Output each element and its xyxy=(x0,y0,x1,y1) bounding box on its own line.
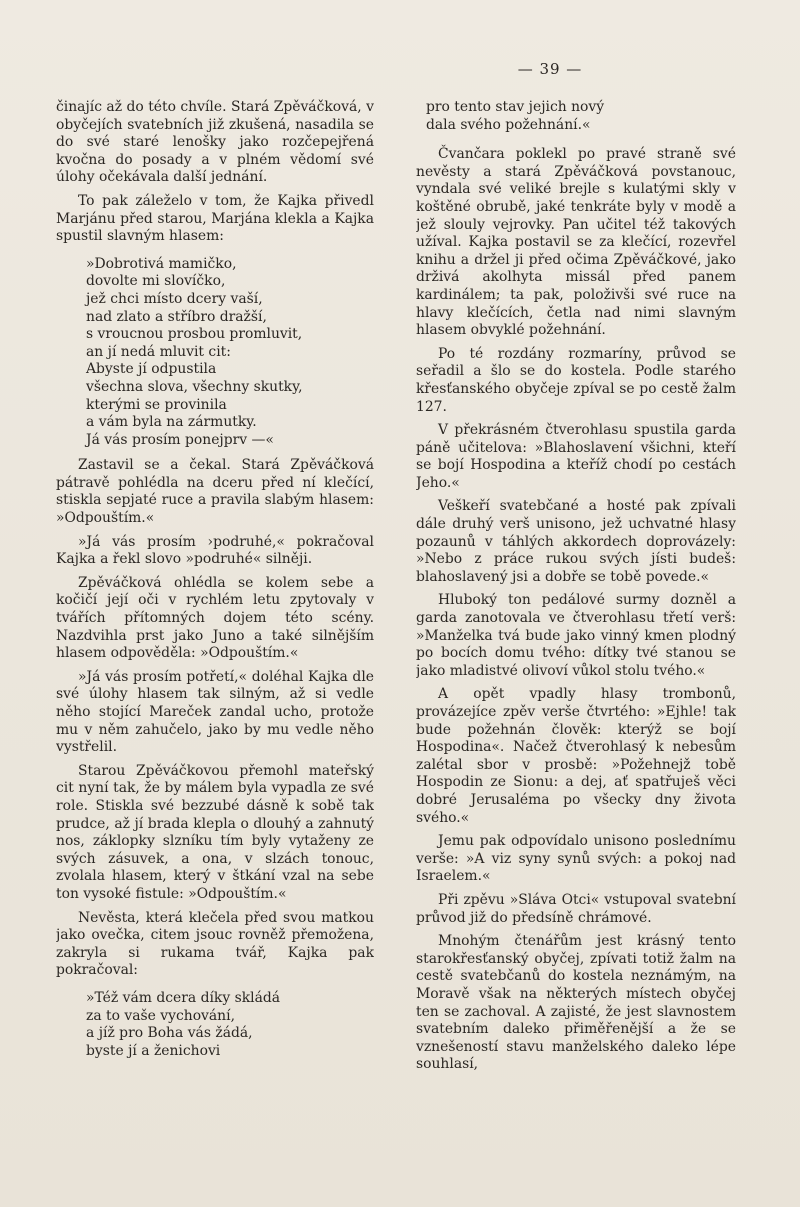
paragraph: Čvančara poklekl po pravé straně své nevěsty a stará Zpěváčková povstanouc, vyndala své veliké brejle s kulatými skly v koštěné obrubě, jaké tenkráte byly v modě a jež slouly vejrovky. Pan učitel též takových užíval. Kajka postavil se za klečící, rozevřel knihu a držel ji před očima Zpěváčkové, jako drživá akolhyta missál před panem kardinálem; ta pak, položivši své ruce na hlavy klečících, četla nad nimi slavným hlasem obvyklé požehnání. xyxy=(416,146,736,339)
paragraph: Hluboký ton pedálové surmy dozněl a garda zanotovala ve čtverohlasu třetí verš: »Manželka tvá bude jako vinný kmen plodný po bocích domu tvého: dítky tvé stanou se jako mladistvé olivoví vůkol stolu tvého.« xyxy=(416,592,736,679)
paragraph: Starou Zpěváčkovou přemohl mateřský cit nyní tak, že by málem byla vypadla ze své role. Stiskla své bezzubé dásně k sobě tak prudce, až jí brada klepla o dlouhý a zahnutý nos, záklopky slzníku tím byly vytaženy ze svých zásuvek, a ona, v slzách tonouc, zvolala hlasem, který v štkání vzal na sebe ton vysoké fistule: »Odpouštím.« xyxy=(56,762,374,902)
paragraph: činajíc až do této chvíle. Stará Zpěváčková, v obyčejích svatebních již zkušená, nasadila se do své staré lenošky jako rozčepejřená kvočna do posady a v plném vědomí své úlohy očekávala další jednání. xyxy=(56,99,374,186)
left-column xyxy=(56,99,374,1068)
paragraph: Při zpěvu »Sláva Otci« vstupoval svatební průvod již do předsíně chrámové. xyxy=(416,891,736,926)
paragraph: Zpěváčková ohlédla se kolem sebe a kočičí její oči v rychlém letu zpytovaly v tvářích přítomných dojem této scény. Nazdvihla prst jako Juno a také silnějším hlasem odpověděla: »Odpouštím.« xyxy=(56,574,374,662)
page-number: — 39 — xyxy=(517,60,583,78)
right-column xyxy=(416,99,736,1080)
paragraph: A opět vpadly hlasy trombonů, provázejíce zpěv verše čtvrtého: »Ejhle! tak bude požehnán člověk: kterýž se bojí Hospodina«. Načež čtverohlasý k nebesům zalétal sbor v prosbě: »Požehnejž tobě Hospodin ze Sionu: a dej, ať spatřuješ věci dobré Jerusaléma po všecky dny života svého.« xyxy=(416,686,736,826)
paragraph: Mnohým čtenářům jest krásný tento starokřesťanský obyčej, zpívati totiž žalm na cestě svatebčanů do kostela neznámým, na Moravě však na některých místech obyčej ten se zachoval. A zajisté, že jest slavnostem svatebním daleko přiměřenější a že se vznešeností stavu manželského daleko lépe souhlasí, xyxy=(416,933,736,1073)
verse-block: »Dobrotivá mamičko, dovolte mi slovíčko, jež chci místo dcery vaší, nad zlato a stříbro dražší, s vroucnou prosbou promluvit, an jí nedá mluvit cit: Abyste jí odpustila všechna slova, všechny skutky, kterými se provinila a vám byla na zármutky. Já vás prosím ponejprv —« xyxy=(86,255,303,448)
paragraph: Zastavil se a čekal. Stará Zpěváčková pátravě pohlédla na dceru před ní klečící, stiskla sepjaté ruce a pravila slabým hlasem: »Odpouštím.« xyxy=(56,457,374,527)
paragraph: Veškeří svatebčané a hosté pak zpívali dále druhý verš unisono, jež uchvatné hlasy pozaunů v táhlých akkordech doprovázely: »Nebo z práce rukou svých jísti budeš: blahoslavený jsi a dobře se tobě povede.« xyxy=(416,498,736,585)
paragraph: Nevěsta, která klečela před svou matkou jako ovečka, citem jsouc rovněž přemožena, zakryla si rukama tvář, Kajka pak pokračoval: xyxy=(56,909,374,979)
paragraph: »Já vás prosím potřetí,« doléhal Kajka dle své úlohy hlasem tak silným, až si vedle něho stojící Mareček zandal ucho, protože mu v něm zahučelo, jako by mu vedle něho vystřelil. xyxy=(56,668,374,756)
paragraph: Po té rozdány rozmaríny, průvod se seřadil a šlo se do kostela. Podle starého křesťanského obyčeje zpíval se po cestě žalm 127. xyxy=(416,345,736,415)
paragraph: V překrásném čtverohlasu spustila garda páně učitelova: »Blahoslavení všichni, kteří se bojí Hospodina a kteříž chodí po cestách Jeho.« xyxy=(416,422,736,491)
paragraph: To pak záleželo v tom, že Kajka přivedl Marjánu před starou, Marjána klekla a Kajka spustil slavným hlasem: xyxy=(56,192,374,245)
verse-block: »Též vám dcera díky skládá za to vaše vychování, a jíž pro Boha vás žádá, byste jí a ženichovi xyxy=(86,989,281,1059)
paragraph: Jemu pak odpovídalo unisono poslednímu verše: »A viz syny synů svých: a pokoj nad Israelem.« xyxy=(416,833,736,885)
paragraph: »Já vás prosím ›podruhé,« pokračoval Kajka a řekl slovo »podruhé« silněji. xyxy=(56,533,374,568)
verse-continuation: pro tento stav jejich nový dala svého požehnání.« xyxy=(426,99,605,133)
